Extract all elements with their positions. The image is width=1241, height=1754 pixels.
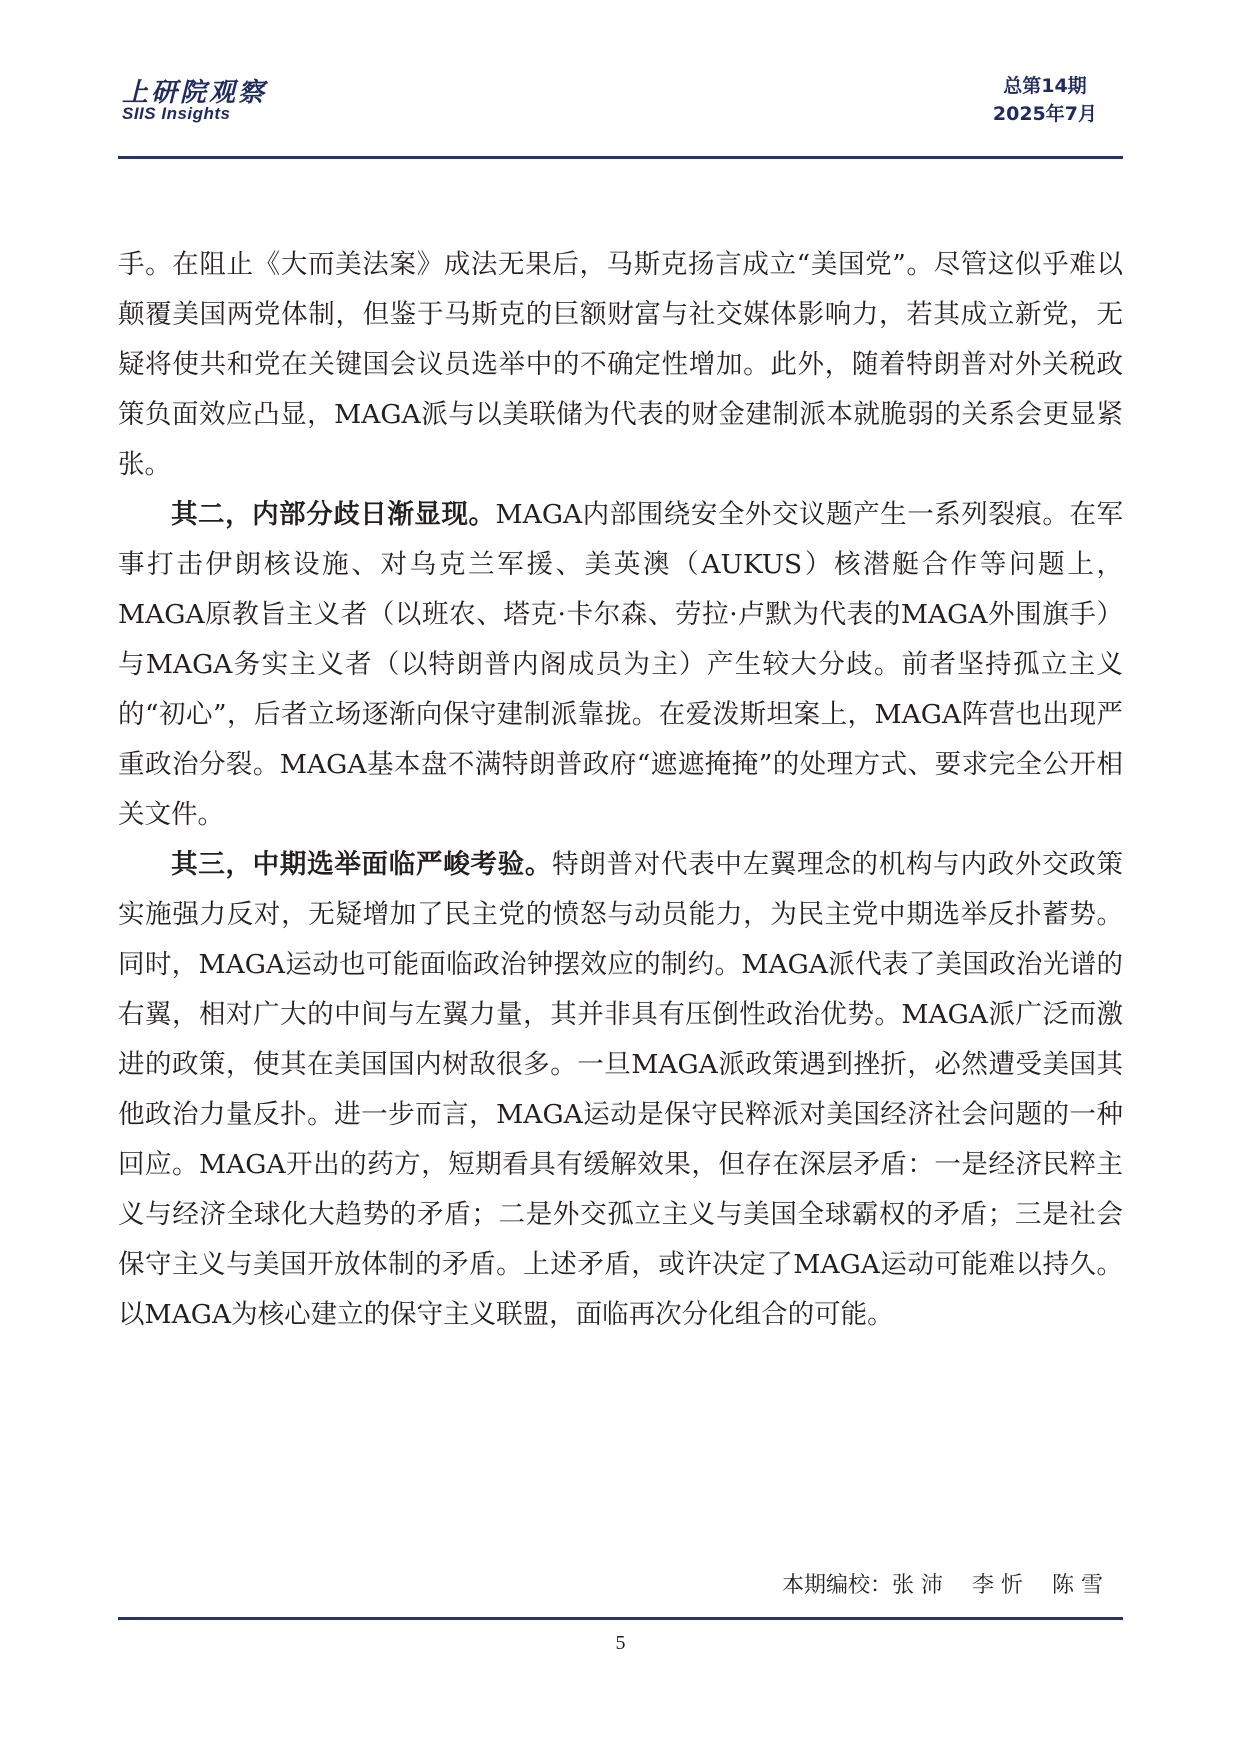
page-number: 5 (615, 1632, 626, 1654)
paragraph-3-lead: 其三，中期选举面临严峻考验。 (171, 849, 553, 880)
paragraph-2 (118, 490, 1123, 840)
paragraph-3-text: 特朗普对代表中左翼理念的机构与内政外交政策实施强力反对，无疑增加了民主党的愤怒与动员能力，为民主党中期选举反扑蓄势。同时，MAGA运动也可能面临政治钟摆效应的制约。MAGA派代表了美国政治光谱的右翼，相对广大的中间与左翼力量，其并非具有压倒性政治优势。MAGA派广泛而激进的政策，使其在美国国内树敌很多。一旦MAGA派政策遇到挫折，必然遭受美国其他政治力量反扑。进一步而言，MAGA运动是保守民粹派对美国经济社会问题的一种回应。MAGA开出的药方，短期看具有缓解效果，但存在深层矛盾：一是经济民粹主义与经济全球化大趋势的矛盾；二是外交孤立主义与美国全球霸权的矛盾；三是社会保守主义与美国开放体制的矛盾。上述矛盾，或许决定了MAGA运动可能难以持久。以MAGA为核心建立的保守主义联盟，面临再次分化组合的可能。 (118, 849, 1124, 1330)
header-divider (118, 156, 1123, 159)
paragraph-2-lead: 其二，内部分歧日渐显现。 (171, 499, 496, 530)
issue-number: 总第14期 (1003, 75, 1087, 97)
paragraph-1 (118, 240, 1123, 490)
brand-chinese-title: 上研院观察 (122, 78, 268, 108)
paragraph-1-text: 手。在阻止《大而美法案》成法无果后，马斯克扬言成立“美国党”。尽管这似乎难以颠覆美国两党体制，但鉴于马斯克的巨额财富与社交媒体影响力，若其成立新党，无疑将使共和党在关键国会议员选举中的不确定性增加。此外，随着特朗普对外关税政策负面效应凸显，MAGA派与以美联储为代表的财金建制派本就脆弱的关系会更显紧张。 (118, 249, 1123, 480)
editors-credit: 本期编校：张 沛 李 忻 陈 雪 (782, 1573, 1103, 1598)
paragraph-2-text: MAGA内部围绕安全外交议题产生一系列裂痕。在军事打击伊朗核设施、对乌克兰军援、美英澳（AUKUS）核潜艇合作等问题上，MAGA原教旨主义者（以班农、塔克·卡尔森、劳拉·卢默为代表的MAGA外围旗手）与MAGA务实主义者（以特朗普内阁成员为主）产生较大分歧。前者坚持孤立主义的“初心”，后者立场逐渐向保守建制派靠拢。在爱泼斯坦案上，MAGA阵营也出现严重政治分裂。MAGA基本盘不满特朗普政府“遮遮掩掩”的处理方式、要求完全公开相关文件。 (118, 499, 1124, 830)
issue-info (993, 72, 1097, 128)
brand-english-title: SIIS Insights (122, 104, 231, 123)
footer-divider (118, 1617, 1123, 1620)
issue-date: 2025年7月 (992, 103, 1097, 125)
article-body (118, 240, 1123, 1340)
paragraph-3 (118, 840, 1123, 1340)
